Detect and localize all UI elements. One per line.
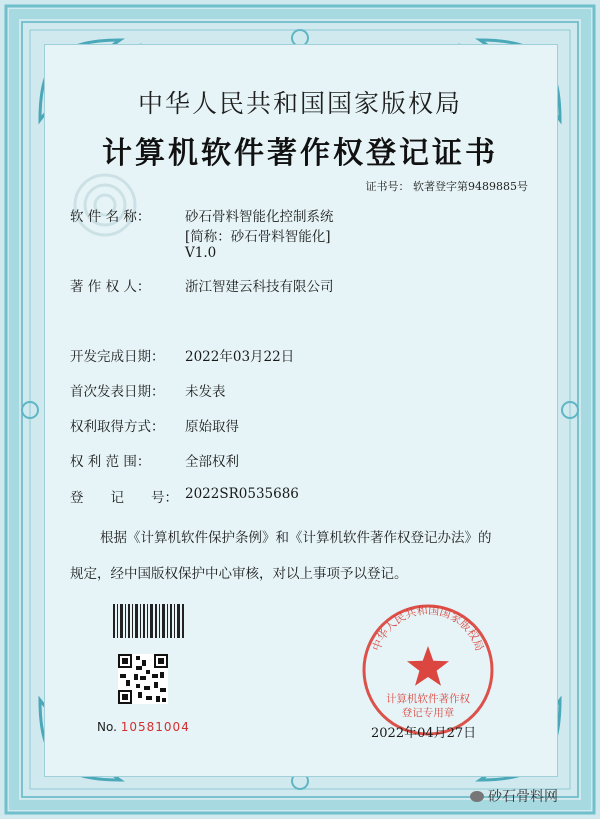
field-value: 2022年03月22日 [185, 349, 295, 365]
field-value: [简称：砂石骨料智能化] [185, 229, 331, 245]
field-label: 登 记 号： [70, 490, 178, 506]
watermark-caption [470, 786, 558, 806]
statement-line-1: 根据《计算机软件保护条例》和《计算机软件著作权登记办法》的 [100, 530, 492, 546]
field-value: 砂石骨料智能化控制系统 [185, 209, 334, 225]
certificate-number-label: 证书号： [365, 180, 410, 193]
field-label: 开发完成日期： [70, 349, 165, 365]
qr-code-icon [118, 654, 168, 704]
field-label: 软 件 名 称： [70, 209, 151, 225]
serial-value: 10581004 [120, 720, 190, 734]
statement-paragraph [70, 520, 540, 592]
statement-line-2: 规定，经中国版权保护中心审核，对以上事项予以登记。 [70, 566, 408, 582]
svg-text:中华人民共和国国家版权局 [369, 604, 486, 653]
official-seal-icon [358, 600, 498, 740]
authority-title: 中华人民共和国国家版权局 [137, 89, 462, 118]
serial-number [97, 720, 190, 734]
field-value: 浙江智建云科技有限公司 [185, 279, 334, 295]
certificate-number-value: 软著登字第9489885号 [413, 180, 528, 193]
field-label: 权 利 范 围： [70, 454, 151, 470]
field-value: V1.0 [185, 245, 217, 261]
issue-date: 2022年04月27日 [371, 726, 477, 741]
field-value: 原始取得 [185, 419, 239, 435]
field-label: 著 作 权 人： [70, 279, 151, 295]
barcode-icon [113, 604, 185, 638]
seal-line-1: 计算机软件著作权 [386, 693, 470, 705]
wechat-icon [470, 791, 484, 802]
seal-line-2: 登记专用章 [401, 707, 455, 719]
field-label: 首次发表日期： [70, 384, 165, 400]
field-value: 未发表 [185, 384, 226, 400]
certificate-number [366, 178, 529, 194]
seal-ring-text: 中华人民共和国国家版权局 [369, 603, 487, 653]
field-value: 2022SR0535686 [185, 486, 299, 502]
field-value: 全部权利 [185, 454, 239, 470]
watermark-caption-text: 砂石骨料网 [488, 789, 558, 805]
field-label: 权利取得方式： [70, 419, 165, 435]
certificate-title: 计算机软件著作权登记证书 [102, 136, 498, 171]
serial-prefix: No. [97, 720, 117, 734]
